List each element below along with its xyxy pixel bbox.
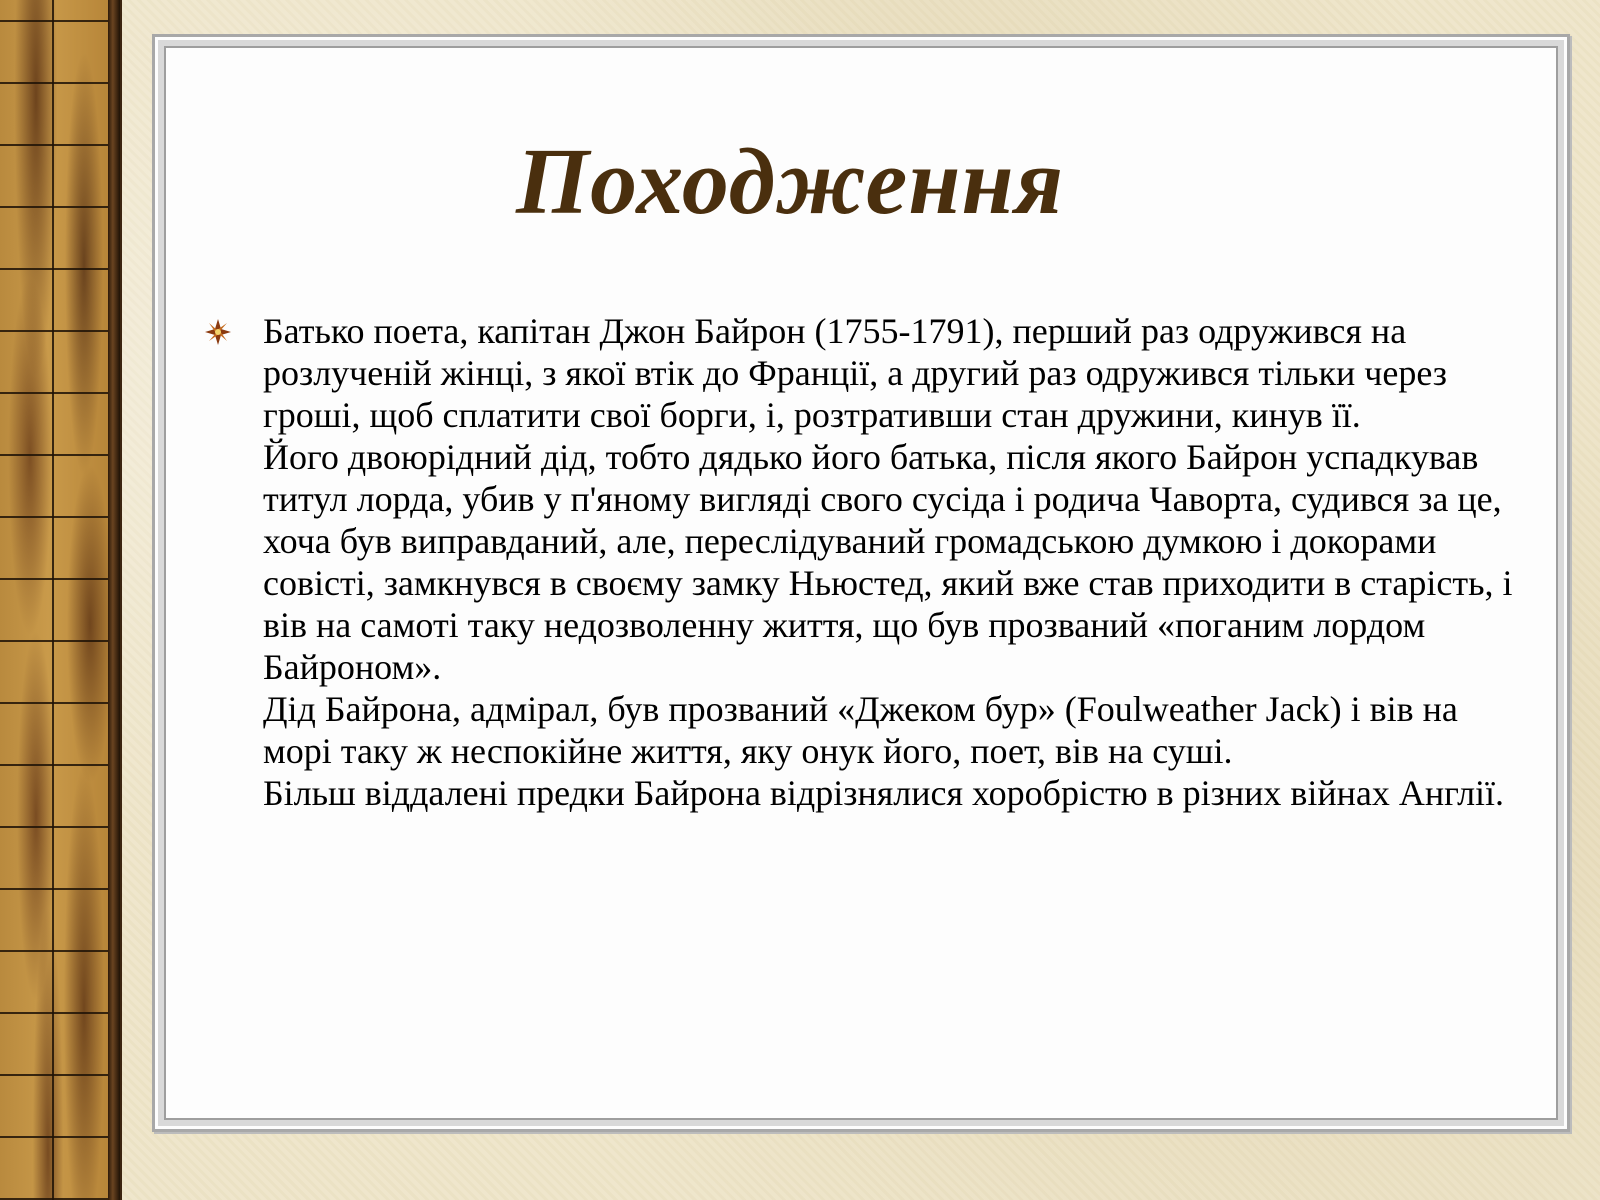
paragraph-ancestors: Більш віддалені предки Байрона відрізнялися хоробрістю в різних війнах Англії. bbox=[263, 773, 1505, 813]
paragraph-great-uncle: Його двоюрідний дід, тобто дядько його батька, після якого Байрон успадкував титул лорда, убив у п'яному вигляді свого сусіда і родича Чаворта, судився за це, хоча був виправданий, але, переслідуваний громадською думкою і докорами совісті, замкнувся в своєму замку Ньюстед, який вже став приходити в старість, і вів на самоті таку недозволенну життя, що був прозваний «поганим лордом Байроном». bbox=[263, 437, 1513, 687]
starburst-bullet-icon bbox=[204, 318, 232, 346]
slide-title bbox=[0, 128, 1600, 236]
paragraph-grandfather: Дід Байрона, адмірал, був прозваний «Джеком бур» (Foulweather Jack) і вів на морі таку ж неспокійне життя, яку онук його, поет, вів на суші. bbox=[263, 689, 1458, 771]
paragraph-father: Батько поета, капітан Джон Байрон (1755-1791), перший раз одружився на розлученій жінці, з якої втік до Франції, а другий раз одружився тільки через гроші, щоб сплатити свої борги, і, розтративши стан дружини, кинув її. bbox=[263, 311, 1447, 435]
slide-title-text: Походження bbox=[515, 130, 1065, 234]
slide-body bbox=[263, 310, 1533, 814]
